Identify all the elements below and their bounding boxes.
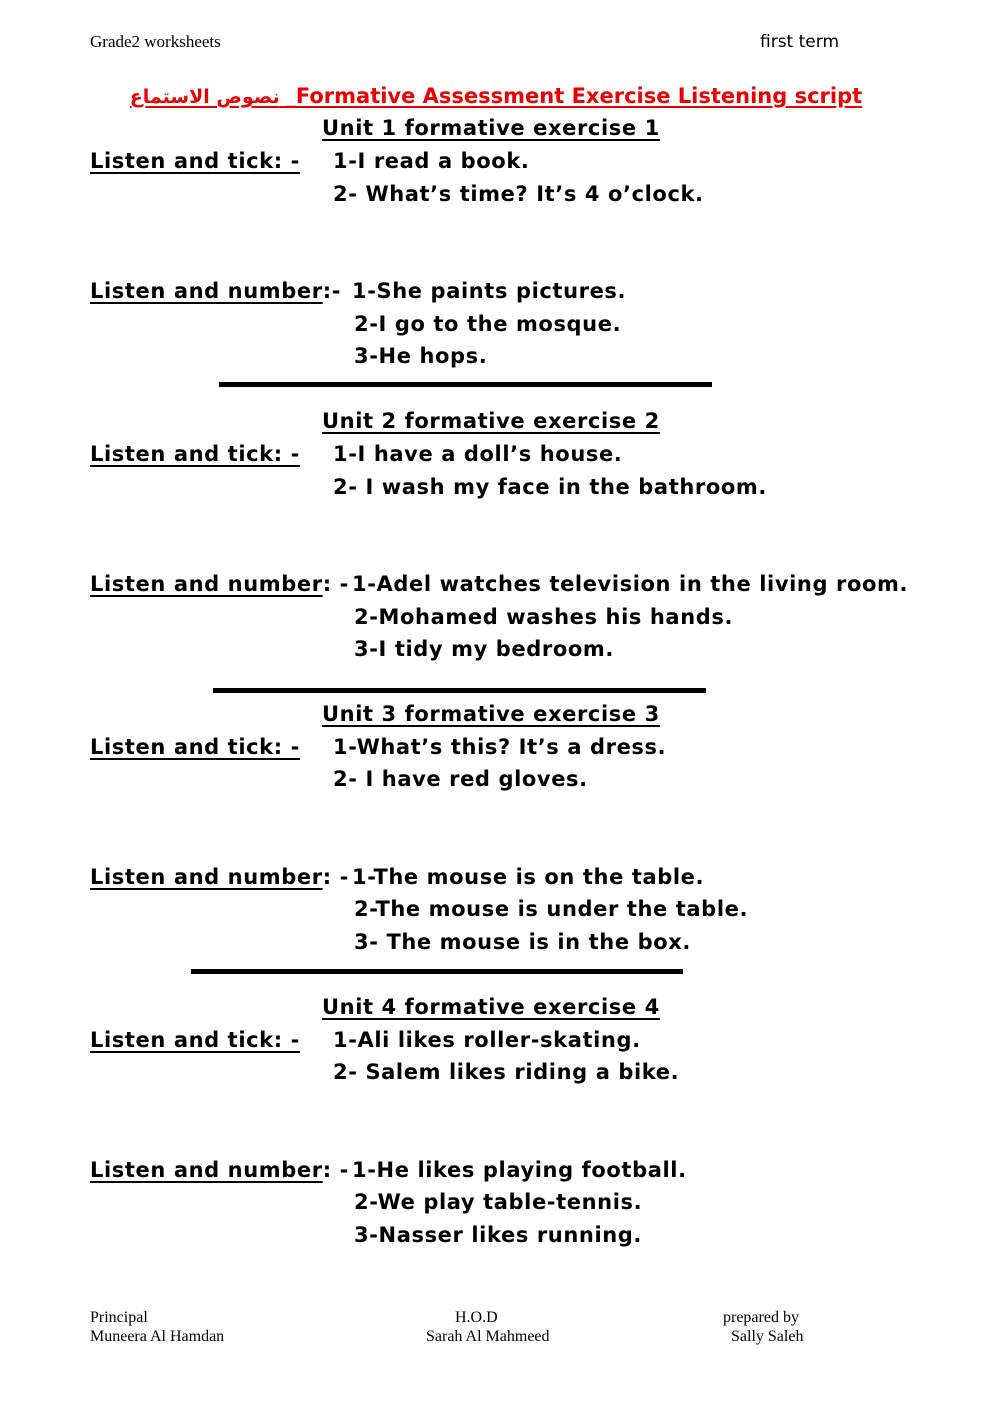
unit-2-tick-item-2: 2- I wash my face in the bathroom. [333,475,767,499]
title-arabic: نصوص الاستماع _ [129,86,296,108]
footer-hod-title: H.O.D [455,1309,498,1326]
footer-hod-name: Sarah Al Mahmeed [426,1328,550,1345]
footer-principal-title: Principal [90,1309,148,1326]
unit-4-tick-item-2: 2- Salem likes riding a bike. [333,1060,680,1084]
footer-prepared-name: Sally Saleh [731,1328,804,1345]
title-english: Formative Assessment Exercise Listening script [295,84,863,108]
unit-2-tick-label: Listen and tick: - [90,442,300,466]
unit-4-tick-item-1: 1-Ali likes roller-skating. [333,1028,641,1052]
header-term: first term [760,32,839,52]
unit-4-number-label: Listen and number: - [90,1158,349,1182]
unit-3-number-item-3: 3- The mouse is in the box. [354,930,691,954]
unit-1-tick-item-1: 1-I read a book. [333,149,530,173]
unit-3-tick-item-1: 1-What’s this? It’s a dress. [333,735,667,759]
unit-2-number-label: Listen and number: - [90,572,349,596]
unit-2-number-item-1: 1-Adel watches television in the living room. [352,572,909,596]
unit-3-tick-item-2: 2- I have red gloves. [333,767,588,791]
unit-1-number-item-2: 2-I go to the mosque. [354,312,622,336]
unit-4-number-item-2: 2-We play table-tennis. [354,1190,643,1214]
unit-3-tick-label: Listen and tick: - [90,735,300,759]
unit-1-number-item-1: 1-She paints pictures. [352,279,627,303]
unit-1-number-label: Listen and number:- [90,279,342,303]
unit-2-number-item-3: 3-I tidy my bedroom. [354,637,614,661]
unit-1-tick-item-2: 2- What’s time? It’s 4 o’clock. [333,182,704,206]
unit-1-number-item-3: 3-He hops. [354,344,488,368]
unit-1-tick-label: Listen and tick: - [90,149,300,173]
footer-principal-name: Muneera Al Hamdan [90,1328,225,1345]
unit-3-number-label: Listen and number: - [90,865,349,889]
unit-4-tick-label: Listen and tick: - [90,1028,300,1052]
divider-1 [219,382,712,387]
unit-4-number-item-1: 1-He likes playing football. [352,1158,687,1182]
unit-4-heading: Unit 4 formative exercise 4 [322,995,660,1019]
unit-3-heading: Unit 3 formative exercise 3 [322,702,660,726]
unit-4-number-item-3: 3-Nasser likes running. [354,1223,642,1247]
page-title [0,84,992,108]
unit-3-number-item-2: 2-The mouse is under the table. [354,897,749,921]
header-grade: Grade2 worksheets [90,32,221,51]
divider-2 [213,688,706,693]
unit-2-tick-item-1: 1-I have a doll’s house. [333,442,623,466]
divider-3 [191,969,683,974]
footer-prepared-title: prepared by [723,1309,799,1326]
unit-1-heading: Unit 1 formative exercise 1 [322,116,660,140]
unit-3-number-item-1: 1-The mouse is on the table. [352,865,705,889]
unit-2-number-item-2: 2-Mohamed washes his hands. [354,605,734,629]
unit-2-heading: Unit 2 formative exercise 2 [322,409,660,433]
